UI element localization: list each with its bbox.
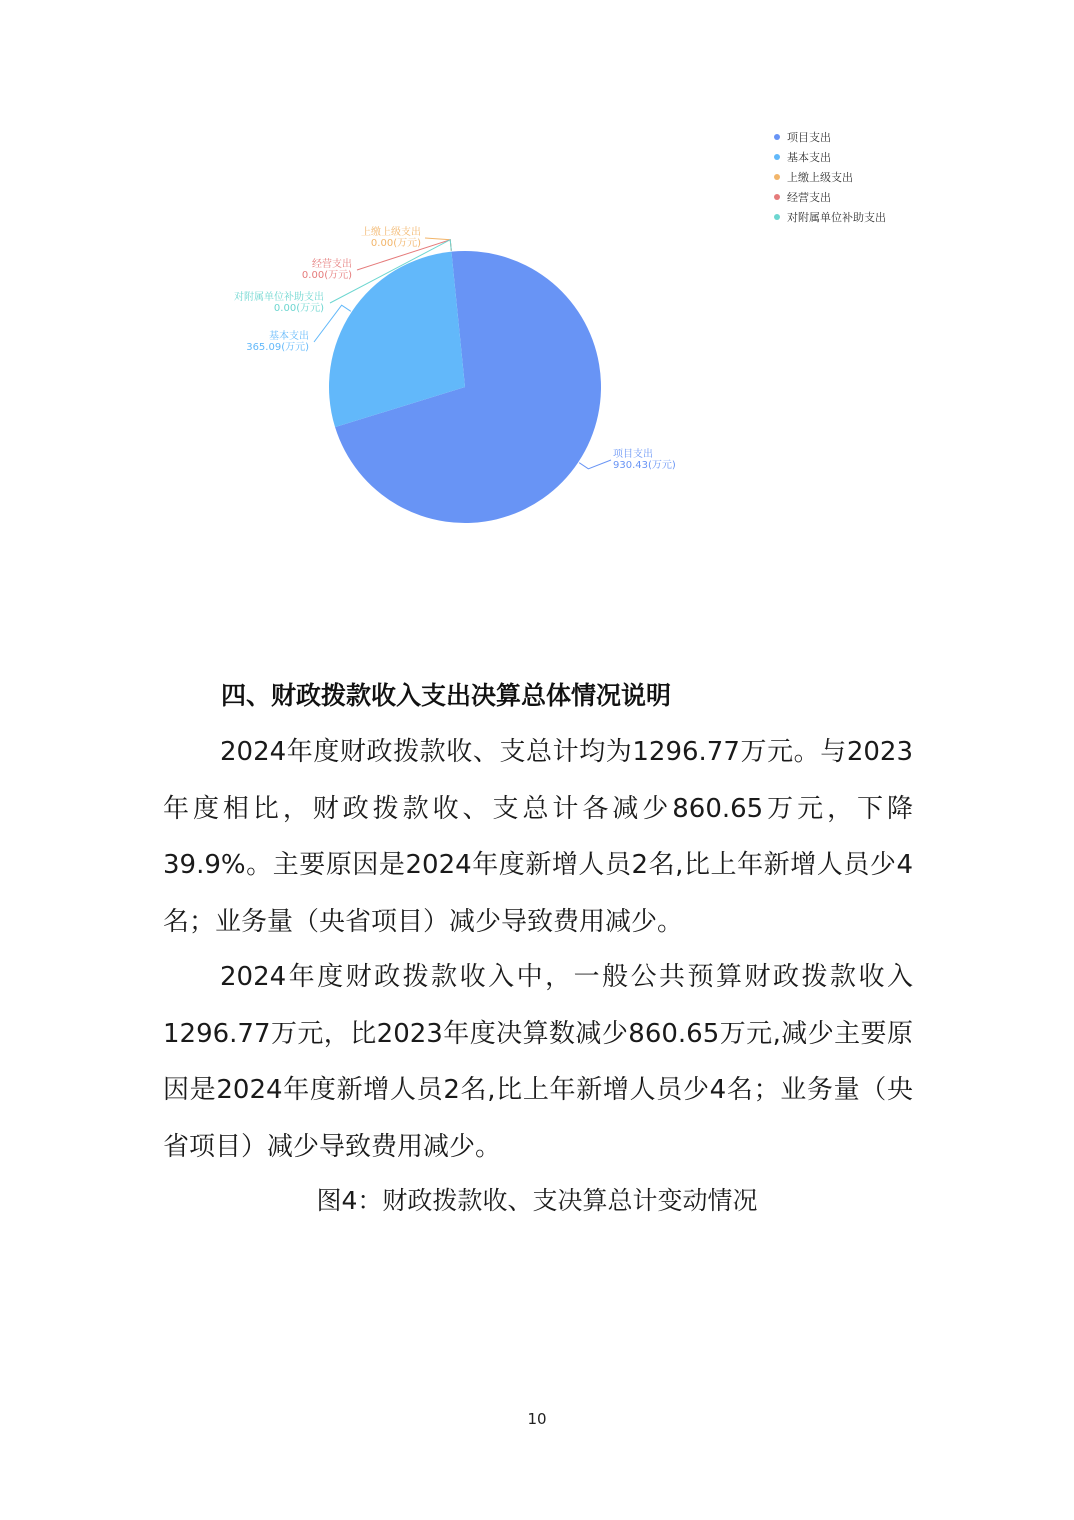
- pie-slices: [329, 251, 601, 523]
- slice-name-label: 项目支出: [613, 449, 653, 460]
- legend-item-project[interactable]: [774, 130, 886, 150]
- slice-value-label: 365.09(万元): [246, 342, 309, 353]
- legend-dot-project: [774, 134, 780, 140]
- legend-label: 对附属单位补助支出: [787, 211, 886, 224]
- chart-legend: [774, 130, 886, 230]
- legend-item-subsidy[interactable]: [774, 210, 886, 230]
- legend-item-basic[interactable]: [774, 150, 886, 170]
- pie-chart: [0, 0, 1074, 620]
- legend-label: 上缴上级支出: [787, 171, 853, 184]
- slice-name-label: 对附属单位补助支出: [234, 292, 324, 303]
- legend-item-business[interactable]: [774, 190, 886, 210]
- slice-value-label: 0.00(万元): [301, 270, 352, 281]
- legend-dot-basic: [774, 154, 780, 160]
- legend-dot-subsidy: [774, 214, 780, 220]
- slice-value-label: 0.00(万元): [273, 303, 324, 314]
- figure-caption: 图4：财政拨款收、支决算总计变动情况: [316, 1186, 758, 1215]
- legend-item-upper[interactable]: [774, 170, 886, 190]
- paragraph-2: 2024年度财政拨款收入中，一般公共预算财政拨款收入1296.77万元，比2023年度决算数减少860.65万元,减少主要原因是2024年度新增人员2名,比上年新增人员少4名；业务量（央省项目）减少导致费用减少。: [163, 962, 913, 1162]
- label-leader-line: [579, 460, 611, 469]
- legend-label: 经营支出: [787, 191, 831, 204]
- legend-dot-business: [774, 194, 780, 200]
- page-number: 10: [527, 1410, 547, 1428]
- slice-value-label: 930.43(万元): [613, 460, 676, 471]
- slice-name-label: 经营支出: [312, 259, 352, 270]
- paragraph-1: 2024年度财政拨款收、支总计均为1296.77万元。与2023年度相比，财政拨款收、支总计各减少860.65万元，下降39.9%。主要原因是2024年度新增人员2名,比上年新增人员少4名；业务量（央省项目）减少导致费用减少。: [163, 737, 913, 937]
- slice-name-label: 基本支出: [269, 331, 309, 342]
- legend-dot-upper: [774, 174, 780, 180]
- slice-name-label: 上缴上级支出: [361, 227, 421, 238]
- legend-label: 项目支出: [787, 131, 831, 144]
- section-heading: 四、财政拨款收入支出决算总体情况说明: [221, 681, 672, 710]
- label-leader-line: [425, 238, 451, 251]
- legend-label: 基本支出: [787, 151, 831, 164]
- slice-value-label: 0.00(万元): [370, 238, 421, 249]
